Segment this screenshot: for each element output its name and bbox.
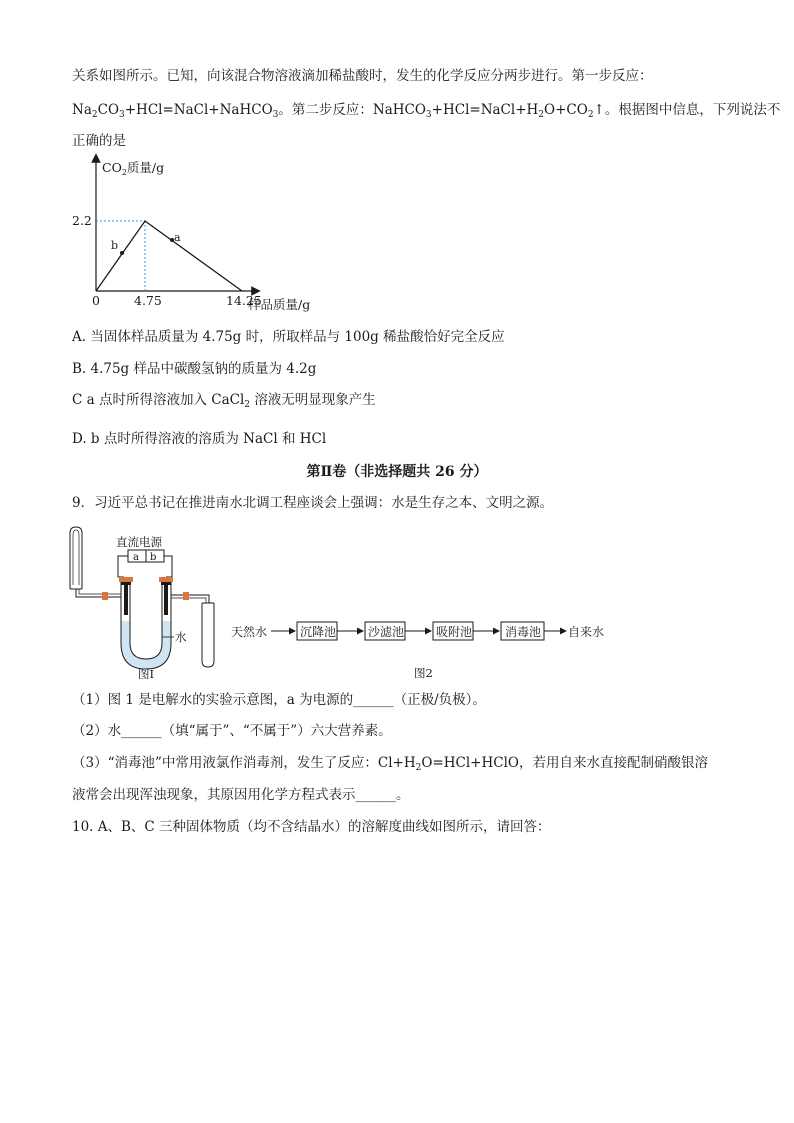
flow-end: 自来水	[568, 625, 605, 639]
section-title: 第Ⅱ卷（非选择题共 26 分）	[306, 464, 488, 480]
flow-step-2: 沙滤池	[368, 625, 405, 639]
flow-step-1: 沉降池	[300, 625, 337, 639]
terminal-b-label: b	[150, 552, 157, 563]
q8-text-line-1: 关系如图所示。已知，向该混合物溶液滴加稀盐酸时，发生的化学反应分两步进行。第一步反应：	[72, 68, 653, 84]
x-axis-label: 样品质量/g	[248, 297, 311, 312]
fig1-caption: 图Ⅰ	[138, 667, 155, 681]
y-tick-label: 2.2	[72, 213, 92, 228]
q9-part-2: （2）水______（填“属于”、“不属于”）六大营养素。	[72, 723, 392, 739]
water-label: 水	[175, 630, 187, 644]
x-tick-label-1: 4.75	[134, 293, 162, 308]
q10-stem: 10. A、B、C 三种固体物质（均不含结晶水）的溶解度曲线如图所示，请回答：	[72, 819, 551, 835]
point-a-label: a	[174, 231, 181, 244]
option-d: D. b 点时所得溶液的溶质为 NaCl 和 HCl	[72, 431, 327, 447]
option-b: B. 4.75g 样品中碳酸氢钠的质量为 4.2g	[72, 361, 317, 377]
electrolysis-figure	[66, 525, 226, 685]
fig2-caption: 图2	[414, 666, 433, 680]
option-c: C a 点时所得溶液加入 CaCl$_2$ 溶液无明显现象产生	[72, 392, 376, 410]
origin-label: 0	[92, 293, 100, 308]
flow-step-4: 消毒池	[505, 625, 542, 639]
q9-stem: 9．习近平总书记在推进南水北调工程座谈会上强调：水是生存之本、文明之源。	[72, 495, 554, 511]
y-axis-label: $CO_2$质量/g	[102, 160, 165, 177]
water-treatment-flow	[228, 614, 618, 682]
q9-part-3-line-2: 液常会出现浑浊现象，其原因用化学方程式表示______。	[72, 787, 410, 803]
point-b	[120, 251, 124, 255]
co2-mass-graph	[70, 152, 340, 314]
q9-part-3-line-1: （3）“消毒池”中常用液氯作消毒剂，发生了反应：$Cl+H_2O=HCl+HClO$，若用自来水直接配制硝酸银溶	[72, 755, 708, 773]
point-b-label: b	[111, 239, 119, 252]
flow-start: 天然水	[231, 625, 268, 639]
q8-text-line-2: $Na_2CO_3+HCl=NaCl+NaHCO_3$。第二步反应：$NaHCO_3+HCl=NaCl+H_2O+CO_2↑$。根据图中信息，下列说法不	[72, 102, 781, 120]
q9-part-1: （1）图 1 是电解水的实验示意图，a 为电源的______（正极/负极）。	[72, 692, 486, 708]
x-tick-label-2: 14.25	[226, 293, 262, 308]
q8-text-line-3: 正确的是	[72, 133, 126, 149]
co2-mass-curve	[96, 221, 242, 291]
option-a: A. 当固体样品质量为 4.75g 时，所取样品与 100g 稀盐酸恰好完全反应	[72, 329, 505, 345]
flow-step-3: 吸附池	[436, 625, 473, 639]
power-label: 直流电源	[116, 535, 162, 549]
terminal-a-label: a	[133, 552, 139, 563]
